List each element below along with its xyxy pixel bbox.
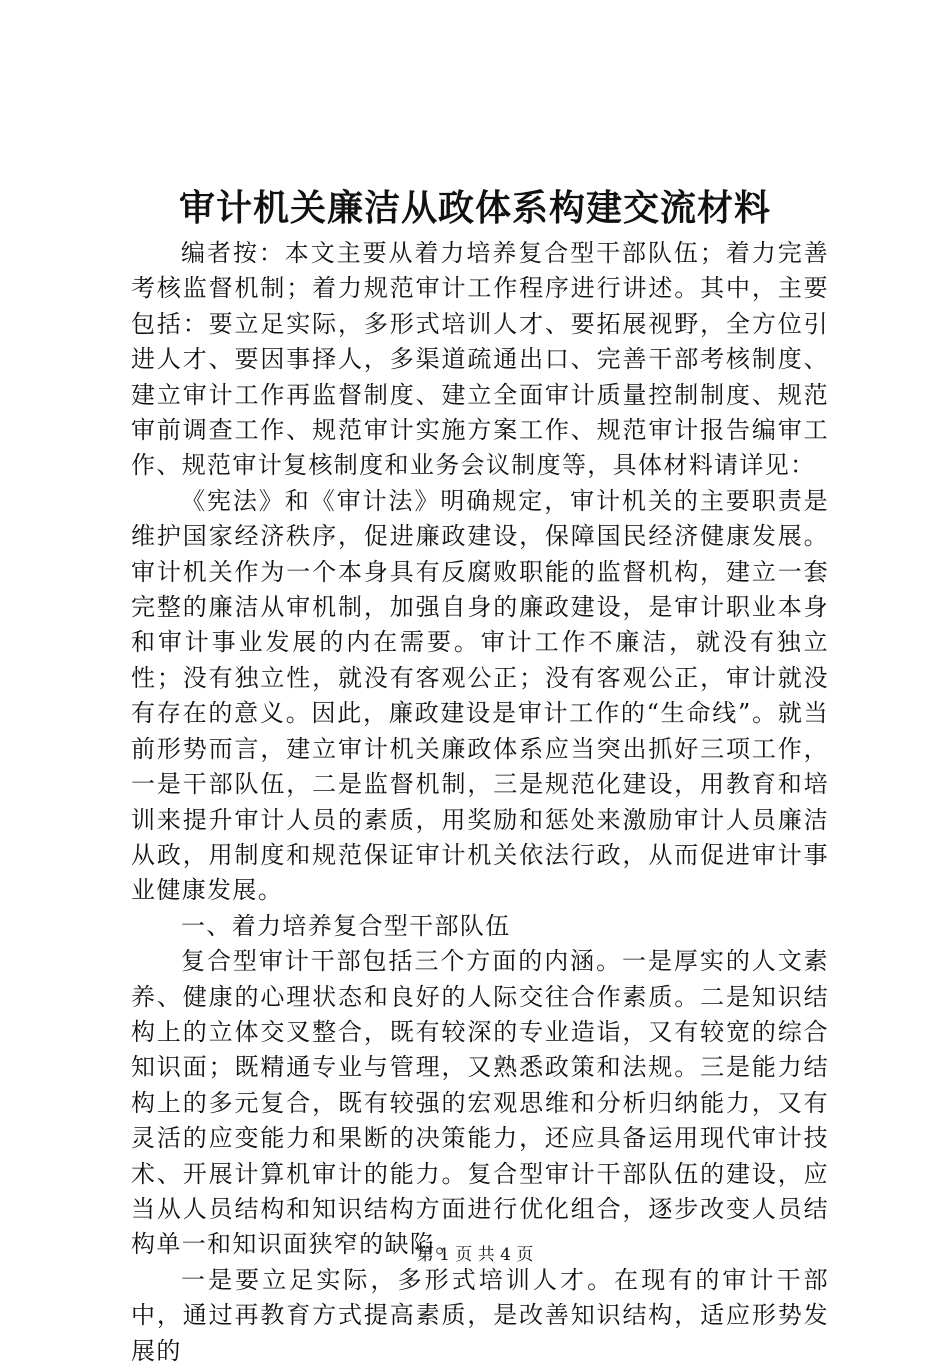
page-footer: 第 1 页 共 4 页 [416, 1245, 534, 1265]
paragraph-training: 一是要立足实际，多形式培训人才。在现有的审计干部中，通过再教育方式提高素质，是改善知识结构，适应形势发展的 [131, 1265, 829, 1365]
paragraph-editor-note: 编者按：本文主要从着力培养复合型干部队伍；着力完善考核监督机制；着力规范审计工作程序进行讲述。其中，主要包括：要立足实际，多形式培训人才、要拓展视野，全方位引进人才、要因事择人，多渠道疏通出口、完善干部考核制度、建立审计工作再监督制度、建立全面审计质量控制制度、规范审前调查工作、规范审计实施方案工作、规范审计报告编审工作、规范审计复核制度和业务会议制度等，具体材料请详见： [131, 239, 829, 480]
paragraph-composite-cadre: 复合型审计干部包括三个方面的内涵。一是厚实的人文素养、健康的心理状态和良好的人际交往合作素质。二是知识结构上的立体交叉整合，既有较深的专业造诣，又有较宽的综合知识面；既精通专业与管理，又熟悉政策和法规。三是能力结构上的多元复合，既有较强的宏观思维和分析归纳能力，又有灵活的应变能力和果断的决策能力，还应具备运用现代审计技术、开展计算机审计的能力。复合型审计干部队伍的建设，应当从人员结构和知识结构方面进行优化组合，逐步改变人员结构单一和知识面狭窄的缺陷。 [131, 947, 829, 1259]
document-title: 审计机关廉洁从政体系构建交流材料 [178, 187, 771, 229]
section-heading-1: 一、着力培养复合型干部队伍 [181, 911, 511, 940]
paragraph-introduction: 《宪法》和《审计法》明确规定，审计机关的主要职责是维护国家经济秩序，促进廉政建设，保障国民经济健康发展。审计机关作为一个本身具有反腐败职能的监督机构，建立一套完整的廉洁从审机制，加强自身的廉政建设，是审计职业本身和审计事业发展的内在需要。审计工作不廉洁，就没有独立性；没有独立性，就没有客观公正；没有客观公正，审计就没有存在的意义。因此，廉政建设是审计工作的“生命线”。就当前形势而言，建立审计机关廉政体系应当突出抓好三项工作，一是干部队伍，二是监督机制，三是规范化建设，用教育和培训来提升审计人员的素质，用奖励和惩处来激励审计人员廉洁从政，用制度和规范保证审计机关依法行政，从而促进审计事业健康发展。 [131, 486, 829, 905]
document-body [131, 236, 829, 1369]
